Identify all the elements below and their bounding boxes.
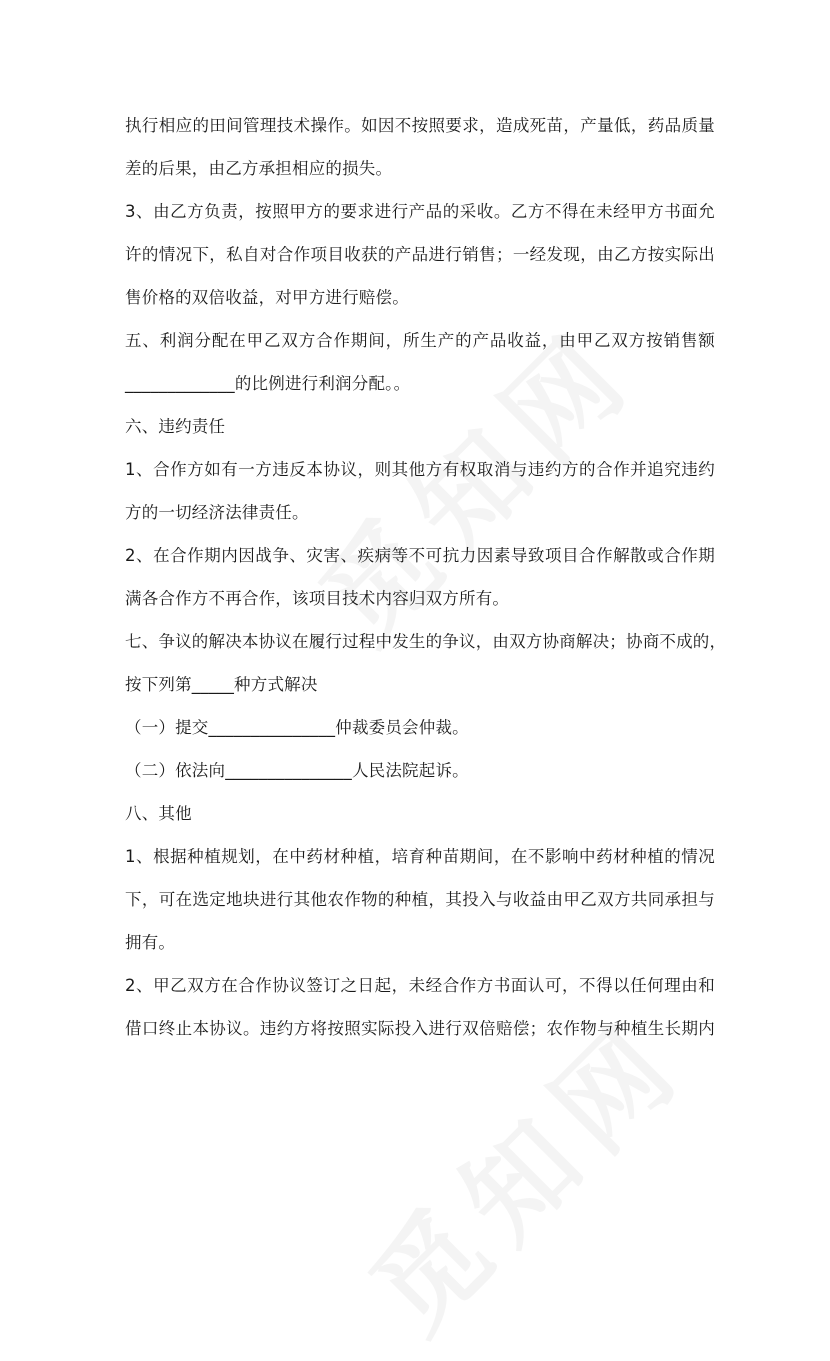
text-line: 下，可在选定地块进行其他农作物的种植，其投入与收益由甲乙双方共同承担与 (125, 890, 715, 909)
section-heading: 八、其他 (125, 804, 192, 823)
text-line: 售价格的双倍收益，对甲方进行赔偿。 (125, 288, 409, 307)
text-line: 满各合作方不再合作，该项目技术内容归双方所有。 (125, 589, 510, 608)
text-line: 1、合作方如有一方违反本协议，则其他方有权取消与违约方的合作并追究违约 (125, 460, 715, 479)
text-line: 五、利润分配在甲乙双方合作期间，所生产的产品收益，由甲乙双方按销售额 (125, 331, 715, 350)
text-line: 借口终止本协议。违约方将按照实际投入进行双倍赔偿；农作物与种植生长期内 (125, 1019, 715, 1038)
text-line: （一）提交_______________仲裁委员会仲裁。 (125, 718, 469, 737)
text-line: 3、由乙方负责，按照甲方的要求进行产品的采收。乙方不得在未经甲方书面允 (125, 202, 715, 221)
text-line: _____________的比例进行利润分配。。 (125, 374, 411, 393)
text-line: 七、争议的解决本协议在履行过程中发生的争议，由双方协商解决；协商不成的， (125, 632, 727, 651)
text-line: 许的情况下，私自对合作项目收获的产品进行销售；一经发现，由乙方按实际出 (125, 245, 715, 264)
text-line: 1、根据种植规划，在中药材种植，培育种苗期间，在不影响中药材种植的情况 (125, 847, 715, 866)
text-line: 方的一切经济法律责任。 (125, 503, 309, 522)
text-line: 按下列第_____种方式解决 (125, 675, 318, 694)
text-line: 2、在合作期内因战争、灾害、疾病等不可抗力因素导致项目合作解散或合作期 (125, 546, 715, 565)
text-line: 执行相应的田间管理技术操作。如因不按照要求，造成死苗，产量低，药品质量 (125, 116, 715, 135)
text-line: （二）依法向_______________人民法院起诉。 (125, 761, 469, 780)
section-heading: 六、违约责任 (125, 417, 226, 436)
text-line: 拥有。 (125, 933, 176, 952)
text-line: 差的后果，由乙方承担相应的损失。 (125, 159, 393, 178)
text-line: 2、甲乙双方在合作协议签订之日起，未经合作方书面认可，不得以任何理由和 (125, 976, 715, 995)
document-body (125, 104, 727, 1050)
